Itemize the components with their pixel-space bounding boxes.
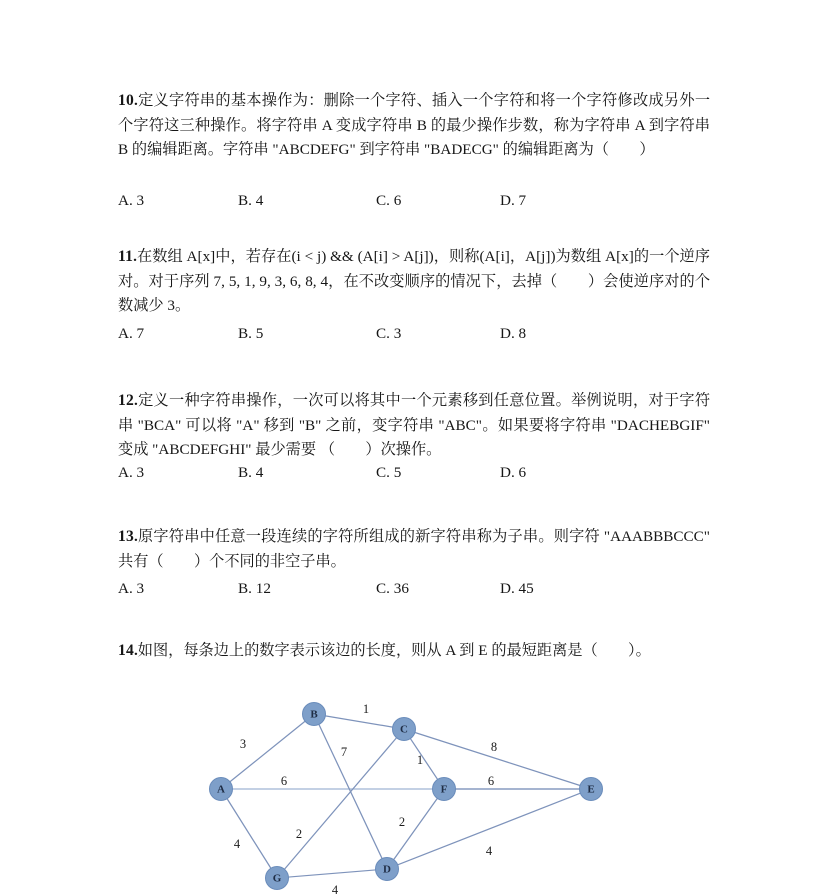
question-10-dot: .: [134, 92, 138, 109]
graph-edge-weight-B-D: 7: [340, 745, 348, 759]
question-13-option-a[interactable]: A. 3: [118, 580, 145, 597]
graph-edge-C-F: [410, 739, 437, 780]
question-13-dot: .: [134, 528, 138, 545]
question-10-text: [118, 88, 710, 163]
question-11-option-d[interactable]: D. 8: [500, 325, 527, 342]
graph-node-F: [433, 778, 456, 801]
graph-node-label-C: C: [400, 723, 408, 736]
graph-edge-G-D: [288, 870, 375, 877]
question-10-option-c[interactable]: C. 6: [376, 192, 402, 209]
graph-node-D: [376, 858, 399, 881]
question-14-stem: 如图，每条边上的数字表示该边的长度，则从 A 到 E 的最短距离是（ ）。: [137, 642, 651, 659]
question-11-stem: 在数组 A[x]中，若存在(i < j) && (A[i] > A[j])，则称(A[i]，A[j])为数组 A[x]的一个逆序对。对于序列 7, 5, 1, 9, 3, 6, 8, 4，在不改变顺序的情况下，去掉（ ）会使逆序对的个数减少 3。: [118, 248, 710, 315]
question-12-text: [118, 388, 710, 463]
graph-edge-weight-C-E: 8: [490, 740, 498, 754]
question-12-option-b[interactable]: B. 4: [238, 464, 264, 481]
question-10-option-a[interactable]: A. 3: [118, 192, 145, 209]
graph-node-label-A: A: [217, 783, 225, 796]
question-11-option-a[interactable]: A. 7: [118, 325, 145, 342]
graph-node-label-G: G: [272, 872, 282, 885]
question-13-option-c[interactable]: C. 36: [376, 580, 409, 597]
graph-edge-weight-A-G: 4: [233, 837, 241, 851]
graph-edge-B-C: [325, 716, 392, 727]
graph-node-label-E: E: [587, 783, 595, 796]
question-12-number: 12: [118, 392, 134, 409]
question-13-number: 13: [118, 528, 134, 545]
question-10-number: 10: [118, 92, 134, 109]
graph-node-label-B: B: [310, 708, 318, 721]
graph-weight-layer: [234, 702, 497, 895]
question-10-stem: 定义字符串的基本操作为：删除一个字符、插入一个字符和将一个字符修改成另外一个字符这三种操作。将字符串 A 变成字符串 B 的最少操作步数，称为字符串 A 到字符串 B 的编辑距离。字符串 "ABCDEFG" 到字符串 "BADECG" 的编辑距离为（ ）: [118, 92, 710, 159]
graph-edge-A-G: [227, 799, 271, 869]
graph-edge-weight-F-E: 6: [487, 774, 495, 788]
question-12: [118, 388, 710, 463]
graph-edge-weight-B-C: 1: [362, 702, 370, 716]
question-11-number: 11: [118, 248, 134, 265]
graph-node-label-F: F: [440, 783, 448, 796]
graph-edge-weight-A-E: 6: [280, 774, 288, 788]
question-12-stem: 定义一种字符串操作，一次可以将其中一个元素移到任意位置。举例说明，对于字符串 "BCA" 可以将 "A" 移到 "B" 之前，变字符串 "ABC"。如果要将字符串 "DACHEBGIF" 变成 "ABCDEFGHI" 最少需要 （ ）次操作。: [118, 392, 710, 459]
graph-node-G: [266, 867, 289, 890]
question-14-dot: .: [134, 642, 138, 659]
graph-node-label-D: D: [383, 863, 391, 876]
graph-edge-weight-C-F: 1: [416, 753, 424, 767]
question-11: [118, 244, 710, 319]
question-12-option-d[interactable]: D. 6: [500, 464, 527, 481]
question-12-option-c[interactable]: C. 5: [376, 464, 402, 481]
graph-edge-C-E: [415, 733, 580, 786]
graph-edge-weight-D-E: 4: [485, 844, 493, 858]
question-13-option-d[interactable]: D. 45: [500, 580, 534, 597]
question-11-option-b[interactable]: B. 5: [238, 325, 264, 342]
graph-node-C: [393, 718, 416, 741]
question-11-text: [118, 244, 710, 319]
question-12-dot: .: [134, 392, 138, 409]
graph-node-A: [210, 778, 233, 801]
question-13: [118, 524, 710, 574]
weighted-graph-diagram: [180, 688, 620, 895]
question-14-number: 14: [118, 642, 134, 659]
question-13-stem: 原字符串中任意一段连续的字符所组成的新字符串称为子串。则字符 "AAABBBCCC" 共有（ ）个不同的非空子串。: [118, 528, 710, 570]
graph-edge-weight-C-G: 2: [295, 827, 303, 841]
question-11-option-c[interactable]: C. 3: [376, 325, 402, 342]
question-13-text: [118, 524, 710, 574]
question-10-option-b[interactable]: B. 4: [238, 192, 264, 209]
question-13-option-b[interactable]: B. 12: [238, 580, 271, 597]
graph-edge-weight-A-B: 3: [239, 737, 247, 751]
question-10-option-d[interactable]: D. 7: [500, 192, 527, 209]
graph-node-E: [580, 778, 603, 801]
question-14: [118, 638, 710, 664]
graph-edge-weight-G-D: 4: [331, 883, 339, 895]
question-14-graph-figure: [180, 688, 620, 895]
question-11-dot: .: [133, 248, 137, 265]
graph-edge-A-B: [230, 721, 305, 782]
question-10: [118, 88, 710, 163]
question-12-option-a[interactable]: A. 3: [118, 464, 145, 481]
graph-edge-F-D: [394, 798, 438, 859]
graph-node-B: [303, 703, 326, 726]
graph-edge-weight-F-D: 2: [398, 815, 406, 829]
question-14-text: [118, 638, 710, 664]
